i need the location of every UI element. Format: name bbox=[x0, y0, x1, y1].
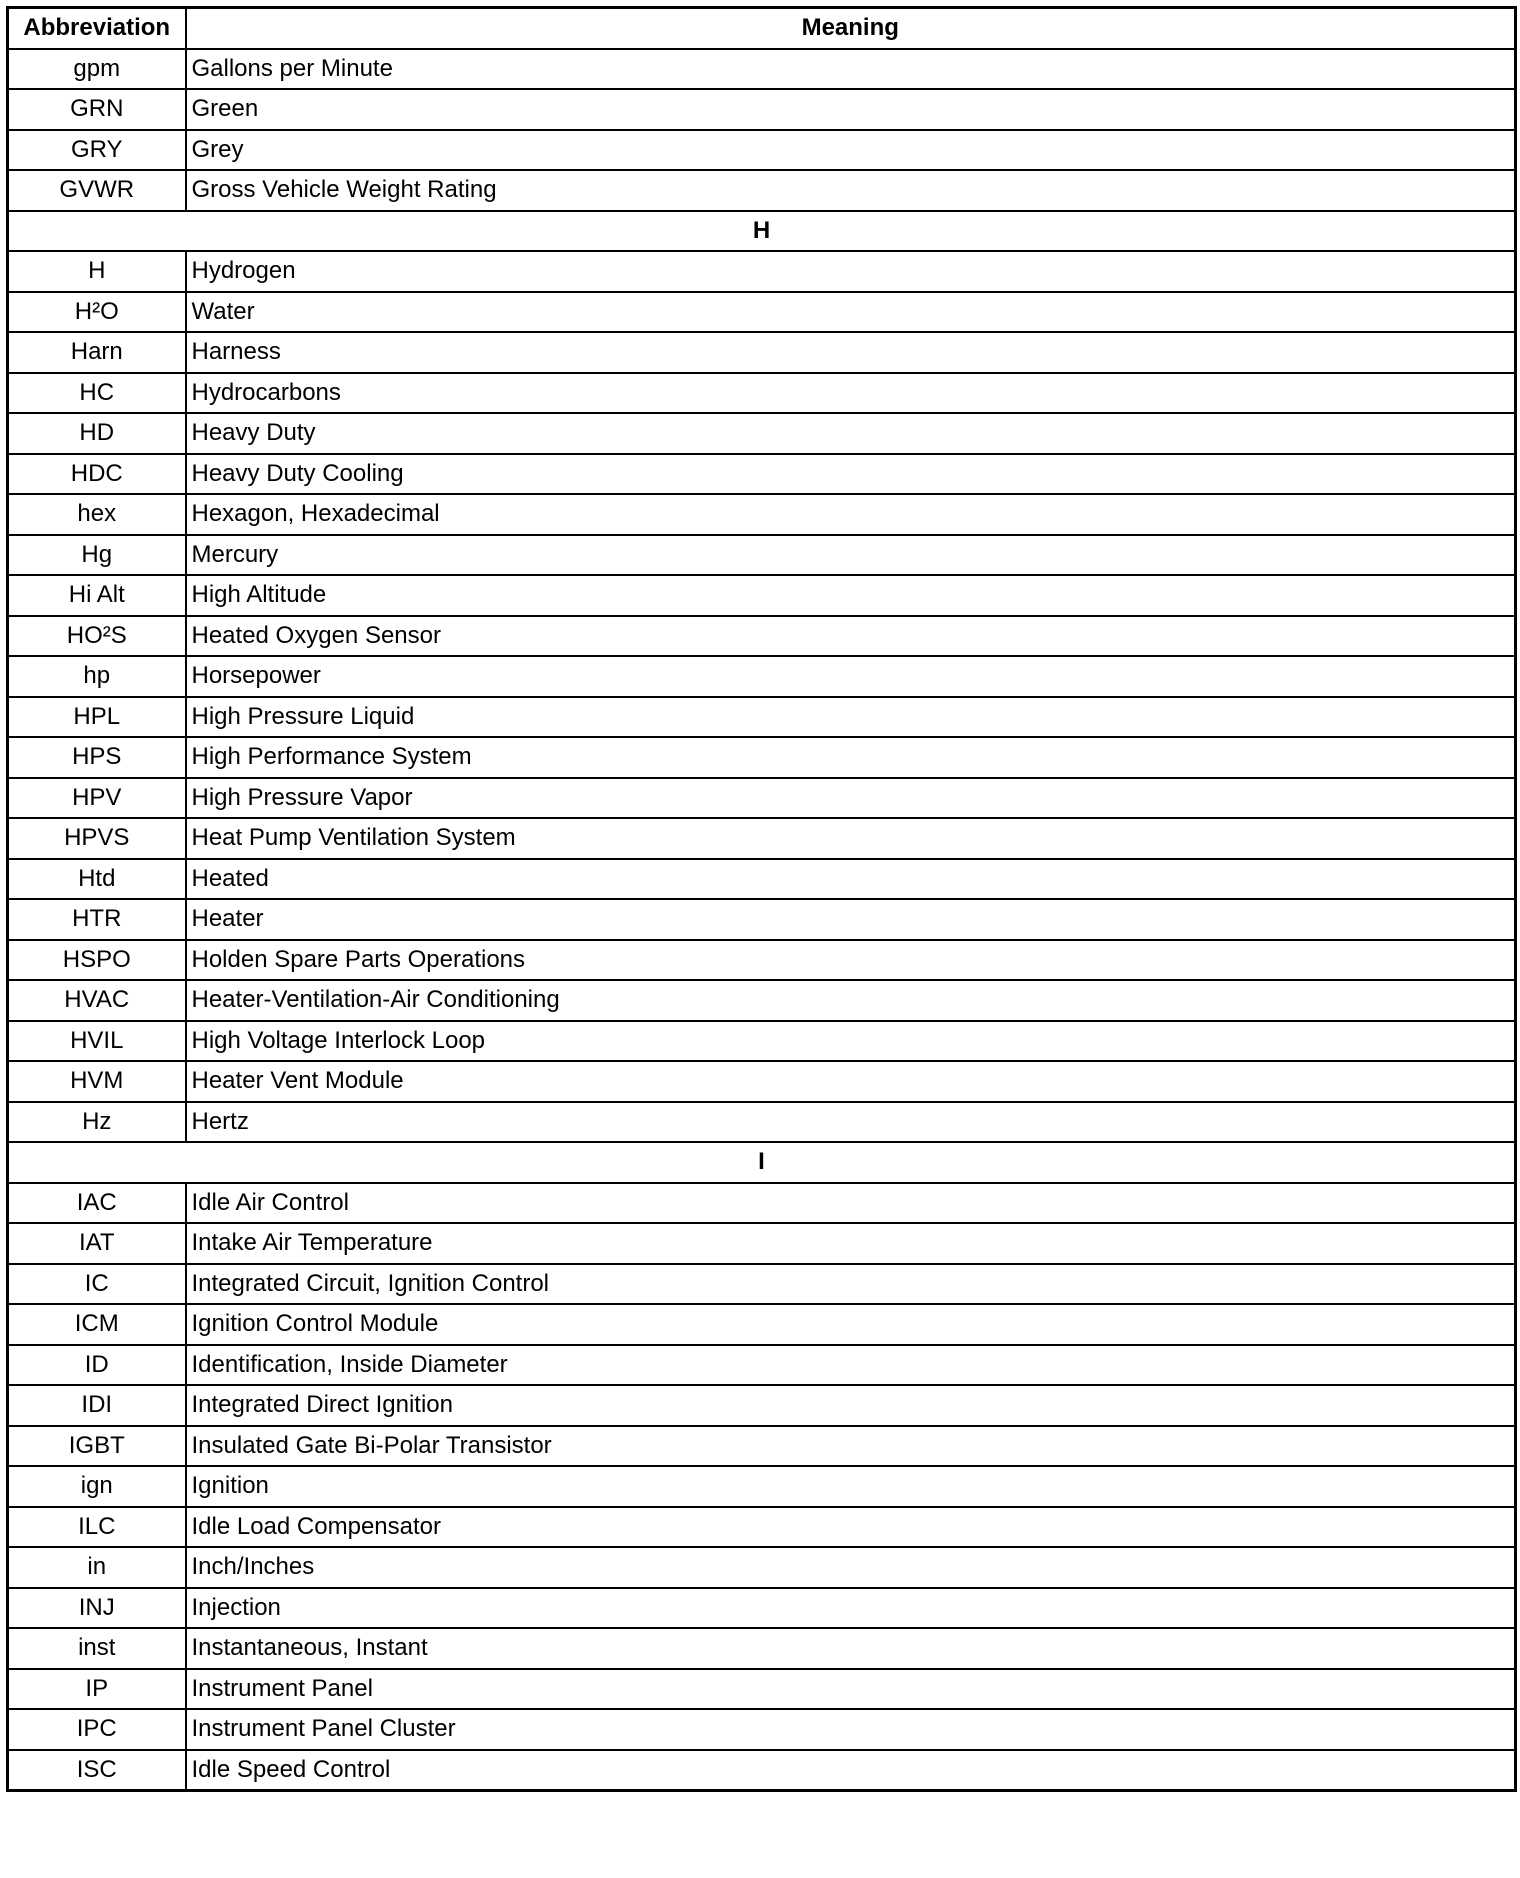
table-row bbox=[8, 1709, 1516, 1750]
table-row bbox=[8, 1628, 1516, 1669]
abbreviation-cell: gpm bbox=[8, 49, 186, 90]
abbreviation-cell: ISC bbox=[8, 1750, 186, 1791]
meaning-cell: High Pressure Liquid bbox=[186, 697, 1516, 738]
table-row bbox=[8, 332, 1516, 373]
abbreviation-cell: ID bbox=[8, 1345, 186, 1386]
meaning-cell: Inch/Inches bbox=[186, 1547, 1516, 1588]
table-row bbox=[8, 818, 1516, 859]
meaning-cell: Integrated Circuit, Ignition Control bbox=[186, 1264, 1516, 1305]
table-row bbox=[8, 778, 1516, 819]
table-row bbox=[8, 1507, 1516, 1548]
meaning-cell: Heat Pump Ventilation System bbox=[186, 818, 1516, 859]
meaning-cell: Heavy Duty Cooling bbox=[186, 454, 1516, 495]
table-row bbox=[8, 1345, 1516, 1386]
table-row bbox=[8, 1304, 1516, 1345]
meaning-cell: Heater Vent Module bbox=[186, 1061, 1516, 1102]
table-body bbox=[8, 49, 1516, 1791]
meaning-cell: Mercury bbox=[186, 535, 1516, 576]
meaning-cell: High Altitude bbox=[186, 575, 1516, 616]
table-row bbox=[8, 859, 1516, 900]
abbreviation-cell: in bbox=[8, 1547, 186, 1588]
meaning-cell: Water bbox=[186, 292, 1516, 333]
table-row bbox=[8, 49, 1516, 90]
meaning-cell: Idle Air Control bbox=[186, 1183, 1516, 1224]
abbreviation-cell: HTR bbox=[8, 899, 186, 940]
abbreviation-cell: Htd bbox=[8, 859, 186, 900]
table-row bbox=[8, 373, 1516, 414]
meaning-cell: High Voltage Interlock Loop bbox=[186, 1021, 1516, 1062]
meaning-cell: Instantaneous, Instant bbox=[186, 1628, 1516, 1669]
meaning-cell: Ignition bbox=[186, 1466, 1516, 1507]
meaning-cell: Gross Vehicle Weight Rating bbox=[186, 170, 1516, 211]
abbreviation-cell: IPC bbox=[8, 1709, 186, 1750]
table-row bbox=[8, 1385, 1516, 1426]
table-row bbox=[8, 413, 1516, 454]
meaning-cell: Hydrocarbons bbox=[186, 373, 1516, 414]
meaning-cell: Holden Spare Parts Operations bbox=[186, 940, 1516, 981]
table-row bbox=[8, 1750, 1516, 1791]
meaning-cell: Instrument Panel bbox=[186, 1669, 1516, 1710]
meaning-cell: Insulated Gate Bi-Polar Transistor bbox=[186, 1426, 1516, 1467]
meaning-cell: Injection bbox=[186, 1588, 1516, 1629]
table-row bbox=[8, 1102, 1516, 1143]
meaning-cell: High Performance System bbox=[186, 737, 1516, 778]
meaning-cell: Intake Air Temperature bbox=[186, 1223, 1516, 1264]
abbreviation-cell: IAC bbox=[8, 1183, 186, 1224]
abbreviation-cell: HPVS bbox=[8, 818, 186, 859]
abbreviation-cell: Hz bbox=[8, 1102, 186, 1143]
table-row bbox=[8, 251, 1516, 292]
meaning-cell: Harness bbox=[186, 332, 1516, 373]
table-row bbox=[8, 697, 1516, 738]
table-row bbox=[8, 1547, 1516, 1588]
abbreviation-cell: IC bbox=[8, 1264, 186, 1305]
meaning-cell: Heater-Ventilation-Air Conditioning bbox=[186, 980, 1516, 1021]
meaning-cell: Idle Speed Control bbox=[186, 1750, 1516, 1791]
abbreviation-cell: GVWR bbox=[8, 170, 186, 211]
meaning-cell: Green bbox=[186, 89, 1516, 130]
abbreviation-cell: ICM bbox=[8, 1304, 186, 1345]
abbreviation-cell: HVAC bbox=[8, 980, 186, 1021]
table-row bbox=[8, 980, 1516, 1021]
abbreviation-cell: Hi Alt bbox=[8, 575, 186, 616]
abbreviation-cell: IGBT bbox=[8, 1426, 186, 1467]
meaning-cell: Gallons per Minute bbox=[186, 49, 1516, 90]
table-row bbox=[8, 616, 1516, 657]
abbreviation-cell: HC bbox=[8, 373, 186, 414]
abbreviation-cell: hp bbox=[8, 656, 186, 697]
abbreviation-cell: ILC bbox=[8, 1507, 186, 1548]
abbreviation-cell: GRN bbox=[8, 89, 186, 130]
section-heading: H bbox=[8, 211, 1516, 252]
table-row bbox=[8, 1264, 1516, 1305]
table-row bbox=[8, 1183, 1516, 1224]
table-row bbox=[8, 1061, 1516, 1102]
meaning-cell: Integrated Direct Ignition bbox=[186, 1385, 1516, 1426]
abbreviation-cell: H bbox=[8, 251, 186, 292]
table-row bbox=[8, 1588, 1516, 1629]
header-row bbox=[8, 8, 1516, 49]
abbreviation-column-header: Abbreviation bbox=[8, 8, 186, 49]
meaning-cell: High Pressure Vapor bbox=[186, 778, 1516, 819]
meaning-cell: Ignition Control Module bbox=[186, 1304, 1516, 1345]
meaning-column-header: Meaning bbox=[186, 8, 1516, 49]
table-row bbox=[8, 899, 1516, 940]
table-row bbox=[8, 940, 1516, 981]
table-row bbox=[8, 170, 1516, 211]
abbreviation-cell: HSPO bbox=[8, 940, 186, 981]
table-row bbox=[8, 89, 1516, 130]
table-row bbox=[8, 535, 1516, 576]
abbreviation-cell: H²O bbox=[8, 292, 186, 333]
meaning-cell: Idle Load Compensator bbox=[186, 1507, 1516, 1548]
meaning-cell: Hydrogen bbox=[186, 251, 1516, 292]
abbreviation-table bbox=[6, 6, 1517, 1792]
abbreviation-cell: inst bbox=[8, 1628, 186, 1669]
table-row bbox=[8, 1426, 1516, 1467]
table-row bbox=[8, 1466, 1516, 1507]
abbreviation-cell: IDI bbox=[8, 1385, 186, 1426]
meaning-cell: Heated bbox=[186, 859, 1516, 900]
table-row bbox=[8, 1669, 1516, 1710]
abbreviation-cell: ign bbox=[8, 1466, 186, 1507]
meaning-cell: Heavy Duty bbox=[186, 413, 1516, 454]
table-row bbox=[8, 130, 1516, 171]
section-row bbox=[8, 211, 1516, 252]
table-row bbox=[8, 575, 1516, 616]
abbreviation-cell: HPS bbox=[8, 737, 186, 778]
meaning-cell: Grey bbox=[186, 130, 1516, 171]
abbreviation-cell: IAT bbox=[8, 1223, 186, 1264]
table-row bbox=[8, 737, 1516, 778]
section-heading: I bbox=[8, 1142, 1516, 1183]
abbreviation-cell: HVM bbox=[8, 1061, 186, 1102]
meaning-cell: Heater bbox=[186, 899, 1516, 940]
table-row bbox=[8, 494, 1516, 535]
table-row bbox=[8, 454, 1516, 495]
section-row bbox=[8, 1142, 1516, 1183]
meaning-cell: Heated Oxygen Sensor bbox=[186, 616, 1516, 657]
abbreviation-cell: GRY bbox=[8, 130, 186, 171]
abbreviation-cell: Harn bbox=[8, 332, 186, 373]
abbreviation-cell: HPL bbox=[8, 697, 186, 738]
meaning-cell: Instrument Panel Cluster bbox=[186, 1709, 1516, 1750]
table-row bbox=[8, 656, 1516, 697]
meaning-cell: Hexagon, Hexadecimal bbox=[186, 494, 1516, 535]
abbreviation-cell: HDC bbox=[8, 454, 186, 495]
abbreviation-cell: HVIL bbox=[8, 1021, 186, 1062]
meaning-cell: Horsepower bbox=[186, 656, 1516, 697]
meaning-cell: Hertz bbox=[186, 1102, 1516, 1143]
abbreviation-cell: INJ bbox=[8, 1588, 186, 1629]
abbreviation-cell: HPV bbox=[8, 778, 186, 819]
abbreviation-cell: HD bbox=[8, 413, 186, 454]
abbreviation-cell: HO²S bbox=[8, 616, 186, 657]
table-row bbox=[8, 1223, 1516, 1264]
abbreviation-cell: IP bbox=[8, 1669, 186, 1710]
meaning-cell: Identification, Inside Diameter bbox=[186, 1345, 1516, 1386]
abbreviation-cell: hex bbox=[8, 494, 186, 535]
table-row bbox=[8, 1021, 1516, 1062]
abbreviation-cell: Hg bbox=[8, 535, 186, 576]
table-row bbox=[8, 292, 1516, 333]
